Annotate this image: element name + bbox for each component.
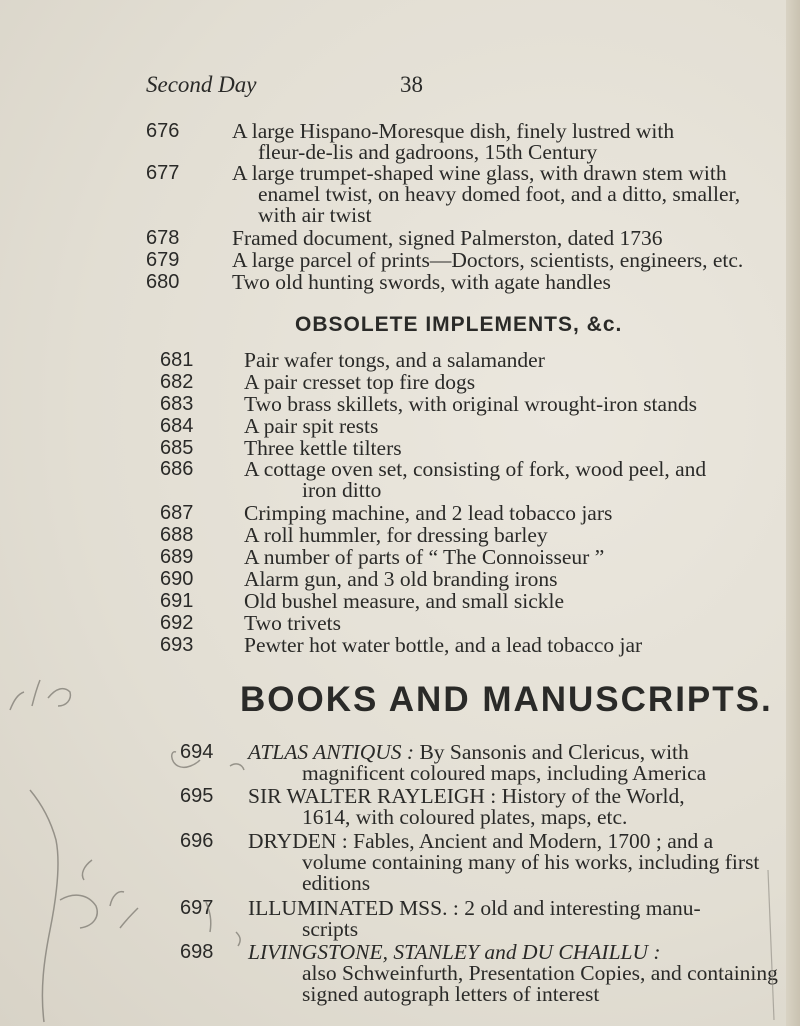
- lot-number: 694: [180, 741, 214, 763]
- lot-text: A pair cresset top fire dogs: [244, 370, 476, 394]
- lot-number: 680: [146, 271, 180, 293]
- lot-text: Fables, Ancient and Modern, 1700 ; and a: [347, 829, 714, 853]
- lot-number: 682: [160, 371, 194, 393]
- lot-text-cont: fleur-de-lis and gadroons, 15th Century: [258, 140, 598, 164]
- lot-text: Pewter hot water bottle, and a lead tobacco jar: [244, 633, 643, 657]
- page-number: 38: [400, 72, 423, 97]
- lot-text-cont: magnificent coloured maps, including America: [302, 761, 707, 785]
- lot-text: A large trumpet-shaped wine glass, with drawn stem with: [232, 161, 727, 185]
- lot-text: A pair spit rests: [244, 414, 379, 438]
- lot-number: 698: [180, 941, 214, 963]
- lot-text: Two trivets: [244, 611, 342, 635]
- lot-text: Framed document, signed Palmerston, dated 1736: [232, 226, 663, 250]
- lot-text: History of the World,: [496, 784, 685, 808]
- pencil-annotations: [0, 670, 260, 1026]
- lot-number: 691: [160, 590, 194, 612]
- lot-text-cont: editions: [302, 871, 371, 895]
- lot-text-cont: volume containing many of his works, including first: [302, 850, 760, 874]
- lot-lead: SIR WALTER RAYLEIGH :: [248, 784, 497, 808]
- lot-text-cont: iron ditto: [302, 478, 382, 502]
- lot-number: 690: [160, 568, 194, 590]
- lot-text: A number of parts of “ The Connoisseur ”: [244, 545, 605, 569]
- lot-text: Crimping machine, and 2 lead tobacco jars: [244, 501, 613, 525]
- lot-lead: DRYDEN :: [248, 829, 348, 853]
- lot-number: 684: [160, 415, 194, 437]
- lot-number: 697: [180, 897, 214, 919]
- lot-lead: LIVINGSTONE, STANLEY and DU CHAILLU :: [248, 940, 661, 964]
- lot-number: 679: [146, 249, 180, 271]
- lot-text: Two brass skillets, with original wrought-iron stands: [244, 392, 697, 416]
- lot-number: 693: [160, 634, 194, 656]
- lot-text: A cottage oven set, consisting of fork, wood peel, and: [244, 457, 707, 481]
- lot-number: 687: [160, 502, 194, 524]
- lot-number: 676: [146, 120, 180, 142]
- lot-text: By Sansonis and Clericus, with: [414, 740, 689, 764]
- lot-text: A large Hispano-Moresque dish, finely lustred with: [232, 119, 675, 143]
- lot-text: Pair wafer tongs, and a salamander: [244, 348, 545, 372]
- lot-text-cont: enamel twist, on heavy domed foot, and a ditto, smaller,: [258, 182, 741, 206]
- lot-number: 692: [160, 612, 194, 634]
- lot-number: 683: [160, 393, 194, 415]
- section-heading-books: BOOKS AND MANUSCRIPTS.: [240, 680, 773, 719]
- lot-text-cont: scripts: [302, 917, 359, 941]
- lot-text-cont: signed autograph letters of interest: [302, 982, 600, 1006]
- lot-number: 686: [160, 458, 194, 480]
- page-header: [146, 72, 746, 98]
- lot-lead: ILLUMINATED MSS. :: [248, 896, 459, 920]
- lot-number: 689: [160, 546, 194, 568]
- lot-number: 678: [146, 227, 180, 249]
- lot-number: 685: [160, 437, 194, 459]
- lot-number: 688: [160, 524, 194, 546]
- lot-text-cont: also Schweinfurth, Presentation Copies, and containing: [302, 961, 778, 985]
- lot-text: 2 old and interesting manu-: [458, 896, 701, 920]
- lot-text: Old bushel measure, and small sickle: [244, 589, 565, 613]
- lot-text-cont: with air twist: [258, 203, 372, 227]
- lot-text: A large parcel of prints—Doctors, scientists, engineers, etc.: [232, 248, 744, 272]
- lot-number: 695: [180, 785, 214, 807]
- lot-text: Three kettle tilters: [244, 436, 402, 460]
- lot-lead: ATLAS ANTIQUS :: [248, 740, 415, 764]
- lot-number: 681: [160, 349, 194, 371]
- section-heading-implements: OBSOLETE IMPLEMENTS, &c.: [295, 313, 623, 336]
- lot-number: 677: [146, 162, 180, 184]
- lot-text-cont: 1614, with coloured plates, maps, etc.: [302, 805, 628, 829]
- lot-number: 696: [180, 830, 214, 852]
- lot-text: Two old hunting swords, with agate handles: [232, 270, 611, 294]
- running-head: Second Day: [146, 72, 257, 97]
- lot-text: Alarm gun, and 3 old branding irons: [244, 567, 558, 591]
- pencil-stroke-right: [760, 860, 790, 1026]
- lot-text: A roll hummler, for dressing barley: [244, 523, 548, 547]
